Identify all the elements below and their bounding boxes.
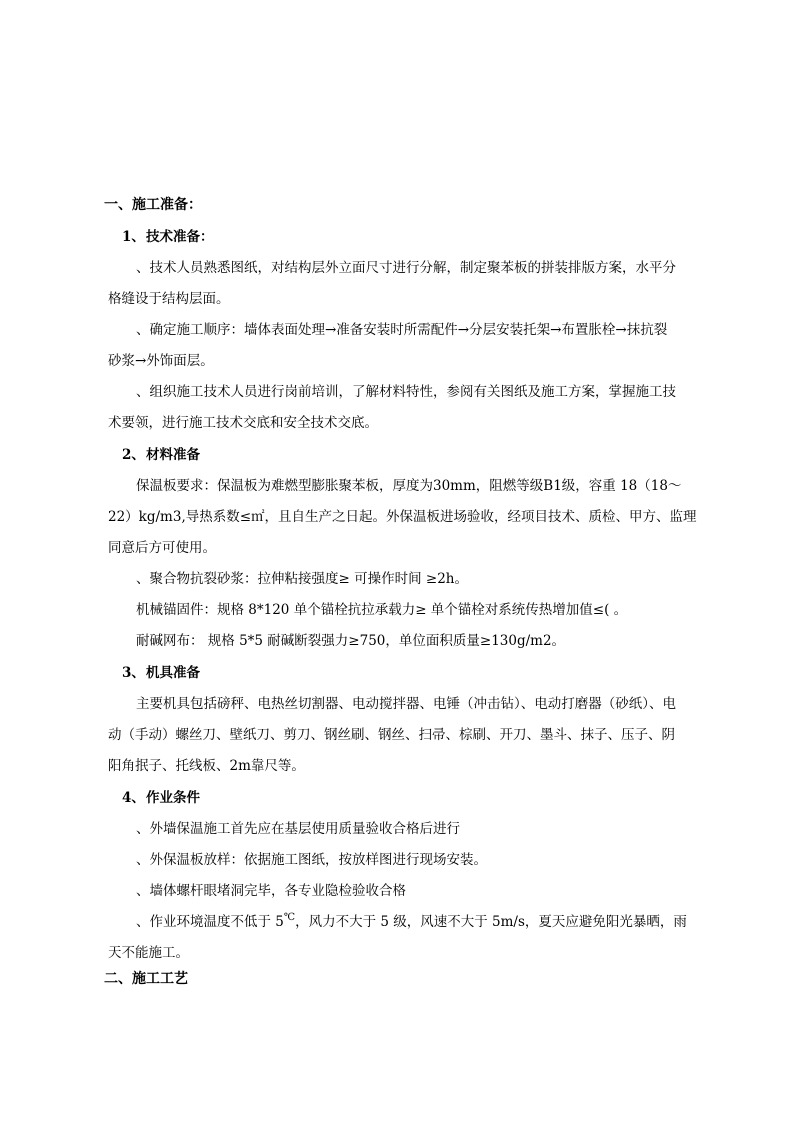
paragraph-line: 、技术人员熟悉图纸，对结构层外立面尺寸进行分解，制定聚苯板的拼装排版方案，水平分 xyxy=(136,260,676,276)
paragraph-line: 天不能施工。 xyxy=(108,945,189,961)
paragraph-line: 、确定施工顺序：墙体表面处理→准备安装时所需配件→分层安装托架→布置胀栓→抹抗裂 xyxy=(136,322,668,338)
text-fragment: ，风力不大于 5 级，风速不大于 5m/s，夏天应避免阳光暴晒，雨 xyxy=(295,914,687,930)
paragraph-line: 砂浆→外饰面层。 xyxy=(108,353,214,369)
text-fragment: ，且自生产之日起。外保温板进场验收，经项目技术、质检、甲方、监理 xyxy=(264,509,697,525)
paragraph-line: 、外保温板放样：依据施工图纸，按放样图进行现场安装。 xyxy=(136,852,487,868)
paragraph-line xyxy=(136,913,687,933)
text-fragment: 、作业环境温度不低于 5 xyxy=(136,914,284,930)
subheading-label: 机具准备 xyxy=(146,665,200,681)
paragraph-line xyxy=(108,508,697,526)
paragraph-line: 、组织施工技术人员进行岗前培训，了解材料特性，参阅有关图纸及施工方案，掌握施工技 xyxy=(136,384,676,400)
subheading-label: 技术准备： xyxy=(146,229,214,245)
paragraph-line: 、聚合物抗裂砂浆：拉伸粘接强度≥ 可操作时间 ≥2h。 xyxy=(136,571,468,587)
subheading-label: 作业条件 xyxy=(146,790,200,806)
paragraph-line: 阳角抿子、托线板、2m靠尺等。 xyxy=(108,758,305,774)
section-heading-process: 二、施工工艺 xyxy=(104,971,188,987)
degree-celsius-symbol: ℃ xyxy=(283,912,296,923)
subheading-tools xyxy=(122,664,200,682)
subheading-technical xyxy=(122,228,214,246)
subheading-materials xyxy=(122,446,200,464)
subheading-conditions xyxy=(122,789,200,807)
paragraph-line: 机械锚固件：规格 8*120 单个锚栓抗拉承载力≥ 单个锚栓对系统传热增加值≤( 。 xyxy=(136,602,628,618)
text-fragment: 22）kg/m3,导热系数≤㎡ xyxy=(108,509,265,525)
paragraph-line: 同意后方可使用。 xyxy=(108,540,216,556)
subheading-number: 3、 xyxy=(122,665,145,681)
paragraph-line: 动（手动）螺丝刀、壁纸刀、剪刀、钢丝刷、钢丝、扫帚、棕刷、开刀、墨斗、抹子、压子、阴 xyxy=(108,727,675,743)
subheading-number: 1、 xyxy=(122,229,145,245)
paragraph-line: 、墙体螺杆眼堵洞完毕，各专业隐检验收合格 xyxy=(136,883,406,899)
section-heading-preparation: 一、施工准备： xyxy=(104,197,202,213)
paragraph-line: 术要领，进行施工技术交底和安全技术交底。 xyxy=(108,415,378,431)
paragraph-line: 、外墙保温施工首先应在基层使用质量验收合格后进行 xyxy=(136,821,460,837)
paragraph-line: 保温板要求：保温板为难燃型膨胀聚苯板，厚度为30mm，阻燃等级B1级，容重 18（18～ xyxy=(136,478,682,494)
paragraph-line: 耐碱网布： 规格 5*5 耐碱断裂强力≥750，单位面积质量≥130g/m2。 xyxy=(136,633,566,649)
paragraph-line: 格缝设于结构层面。 xyxy=(108,291,230,307)
subheading-label: 材料准备 xyxy=(146,447,200,463)
subheading-number: 4、 xyxy=(122,790,145,806)
subheading-number: 2、 xyxy=(122,447,145,463)
paragraph-line: 主要机具包括磅秤、电热丝切割器、电动搅拌器、电锤（冲击钻）、电动打磨器（砂纸）、电 xyxy=(136,696,676,712)
